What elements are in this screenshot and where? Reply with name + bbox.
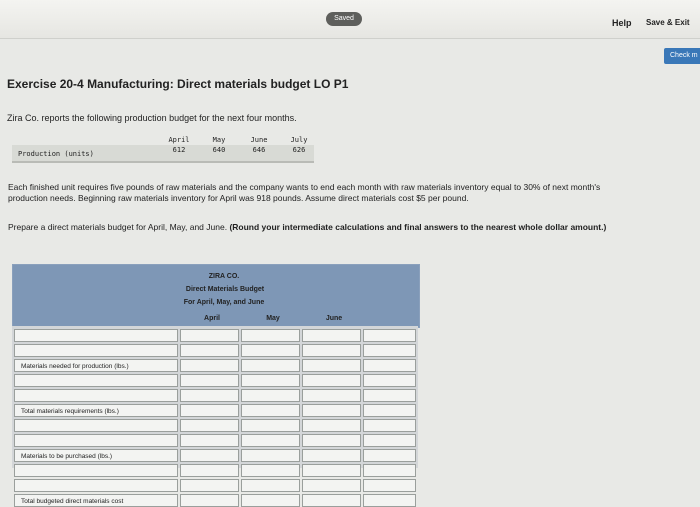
budget-row-label-cell[interactable]	[14, 479, 178, 492]
budget-title: Direct Materials Budget	[185, 286, 265, 293]
help-link[interactable]: Help	[612, 18, 632, 28]
budget-input-cell[interactable]	[180, 389, 239, 402]
column-header-may: May	[266, 315, 280, 322]
budget-input-cell[interactable]	[363, 329, 416, 342]
budget-input-cell[interactable]	[302, 329, 361, 342]
budget-row-label-cell[interactable]	[14, 329, 178, 342]
budget-row-label-cell[interactable]	[14, 464, 178, 477]
budget-input-cell[interactable]	[302, 494, 361, 507]
production-value-april: 612	[172, 146, 186, 154]
budget-input-cell[interactable]	[241, 344, 300, 357]
budget-input-cell[interactable]	[241, 464, 300, 477]
budget-input-cell[interactable]	[180, 374, 239, 387]
budget-input-cell[interactable]	[363, 464, 416, 477]
budget-input-cell[interactable]	[180, 494, 239, 507]
budget-input-cell[interactable]	[302, 479, 361, 492]
budget-input-cell[interactable]	[363, 479, 416, 492]
budget-row-label: Total materials requirements (lbs.)	[21, 408, 119, 415]
budget-input-cell[interactable]	[180, 464, 239, 477]
budget-row-label-cell[interactable]	[14, 374, 178, 387]
budget-row-label-cell[interactable]	[14, 389, 178, 402]
budget-input-cell[interactable]	[180, 479, 239, 492]
budget-input-cell[interactable]	[241, 419, 300, 432]
budget-input-cell[interactable]	[302, 374, 361, 387]
budget-row-label-cell[interactable]	[14, 344, 178, 357]
production-row-label: Production (units)	[18, 150, 94, 158]
budget-input-cell[interactable]	[302, 344, 361, 357]
budget-input-cell[interactable]	[302, 404, 361, 417]
save-exit-button[interactable]: Save & Exit	[646, 18, 690, 27]
budget-row	[12, 328, 418, 341]
budget-input-cell[interactable]	[363, 389, 416, 402]
production-value-may: 640	[212, 146, 226, 154]
budget-input-cell[interactable]	[302, 419, 361, 432]
budget-input-cell[interactable]	[241, 494, 300, 507]
budget-input-cell[interactable]	[302, 449, 361, 462]
budget-header	[12, 264, 420, 328]
budget-input-cell[interactable]	[363, 404, 416, 417]
budget-row-label-cell[interactable]	[14, 449, 178, 462]
production-budget-table	[12, 134, 314, 165]
budget-input-cell[interactable]	[241, 389, 300, 402]
budget-row	[12, 358, 418, 371]
budget-input-cell[interactable]	[180, 419, 239, 432]
budget-input-cell[interactable]	[241, 449, 300, 462]
budget-row-label-cell[interactable]	[14, 434, 178, 447]
budget-row	[12, 388, 418, 401]
budget-input-cell[interactable]	[180, 434, 239, 447]
budget-row	[12, 403, 418, 416]
top-bar	[0, 0, 700, 39]
budget-row	[12, 373, 418, 386]
budget-input-cell[interactable]	[241, 479, 300, 492]
budget-input-cell[interactable]	[363, 374, 416, 387]
month-header-june: June	[250, 136, 268, 144]
production-value-june: 646	[252, 146, 266, 154]
budget-input-cell[interactable]	[363, 434, 416, 447]
budget-input-cell[interactable]	[241, 374, 300, 387]
budget-row	[12, 418, 418, 431]
production-value-july: 626	[292, 146, 306, 154]
budget-input-cell[interactable]	[363, 494, 416, 507]
column-header-april: April	[204, 315, 220, 322]
budget-grid	[12, 326, 418, 505]
budget-row	[12, 343, 418, 356]
budget-input-cell[interactable]	[302, 434, 361, 447]
budget-row-label-cell[interactable]	[14, 494, 178, 507]
budget-input-cell[interactable]	[180, 359, 239, 372]
rounding-note: (Round your intermediate calculations and final answers to the nearest whole dollar amount.)	[229, 222, 607, 232]
month-header-april: April	[168, 136, 190, 144]
instructions	[8, 222, 638, 233]
budget-input-cell[interactable]	[363, 344, 416, 357]
budget-input-cell[interactable]	[180, 344, 239, 357]
budget-row-label-cell[interactable]	[14, 359, 178, 372]
budget-row	[12, 448, 418, 461]
budget-input-cell[interactable]	[241, 434, 300, 447]
month-header-may: May	[212, 136, 226, 144]
intro-text: Zira Co. reports the following production budget for the next four months.	[7, 113, 297, 123]
saved-indicator: Saved	[326, 12, 362, 26]
budget-input-cell[interactable]	[241, 359, 300, 372]
budget-row-label-cell[interactable]	[14, 419, 178, 432]
budget-input-cell[interactable]	[241, 404, 300, 417]
budget-row	[12, 493, 418, 506]
budget-input-cell[interactable]	[363, 359, 416, 372]
budget-input-cell[interactable]	[180, 449, 239, 462]
budget-input-cell[interactable]	[302, 359, 361, 372]
instructions-text: Prepare a direct materials budget for April, May, and June.	[8, 222, 230, 232]
problem-description: Each finished unit requires five pounds of raw materials and the company wants to end each month with raw materials inventory equal to 30% of next month's production needs. Beginning raw materials inventory for April was 918 pounds. Assume direct materials cost $5 per pound.	[8, 182, 601, 203]
budget-row-label: Materials needed for production (lbs.)	[21, 363, 129, 370]
budget-input-cell[interactable]	[302, 389, 361, 402]
budget-input-cell[interactable]	[180, 404, 239, 417]
direct-materials-budget	[12, 264, 418, 505]
budget-input-cell[interactable]	[363, 419, 416, 432]
column-header-june: June	[325, 315, 343, 322]
budget-input-cell[interactable]	[241, 329, 300, 342]
budget-input-cell[interactable]	[302, 464, 361, 477]
budget-row	[12, 478, 418, 491]
budget-row	[12, 463, 418, 476]
budget-row-label: Materials to be purchased (lbs.)	[21, 453, 113, 460]
check-my-work-button[interactable]: Check m	[664, 48, 700, 64]
month-header-july: July	[290, 136, 308, 144]
budget-row	[12, 433, 418, 446]
exercise-title: Exercise 20-4 Manufacturing: Direct materials budget LO P1	[7, 77, 349, 91]
company-name: ZIRA CO.	[208, 273, 240, 280]
budget-period: For April, May, and June	[183, 299, 265, 306]
budget-input-cell[interactable]	[363, 449, 416, 462]
budget-row-label-cell[interactable]	[14, 404, 178, 417]
budget-input-cell[interactable]	[180, 329, 239, 342]
budget-row-label: Total budgeted direct materials cost	[21, 498, 124, 505]
